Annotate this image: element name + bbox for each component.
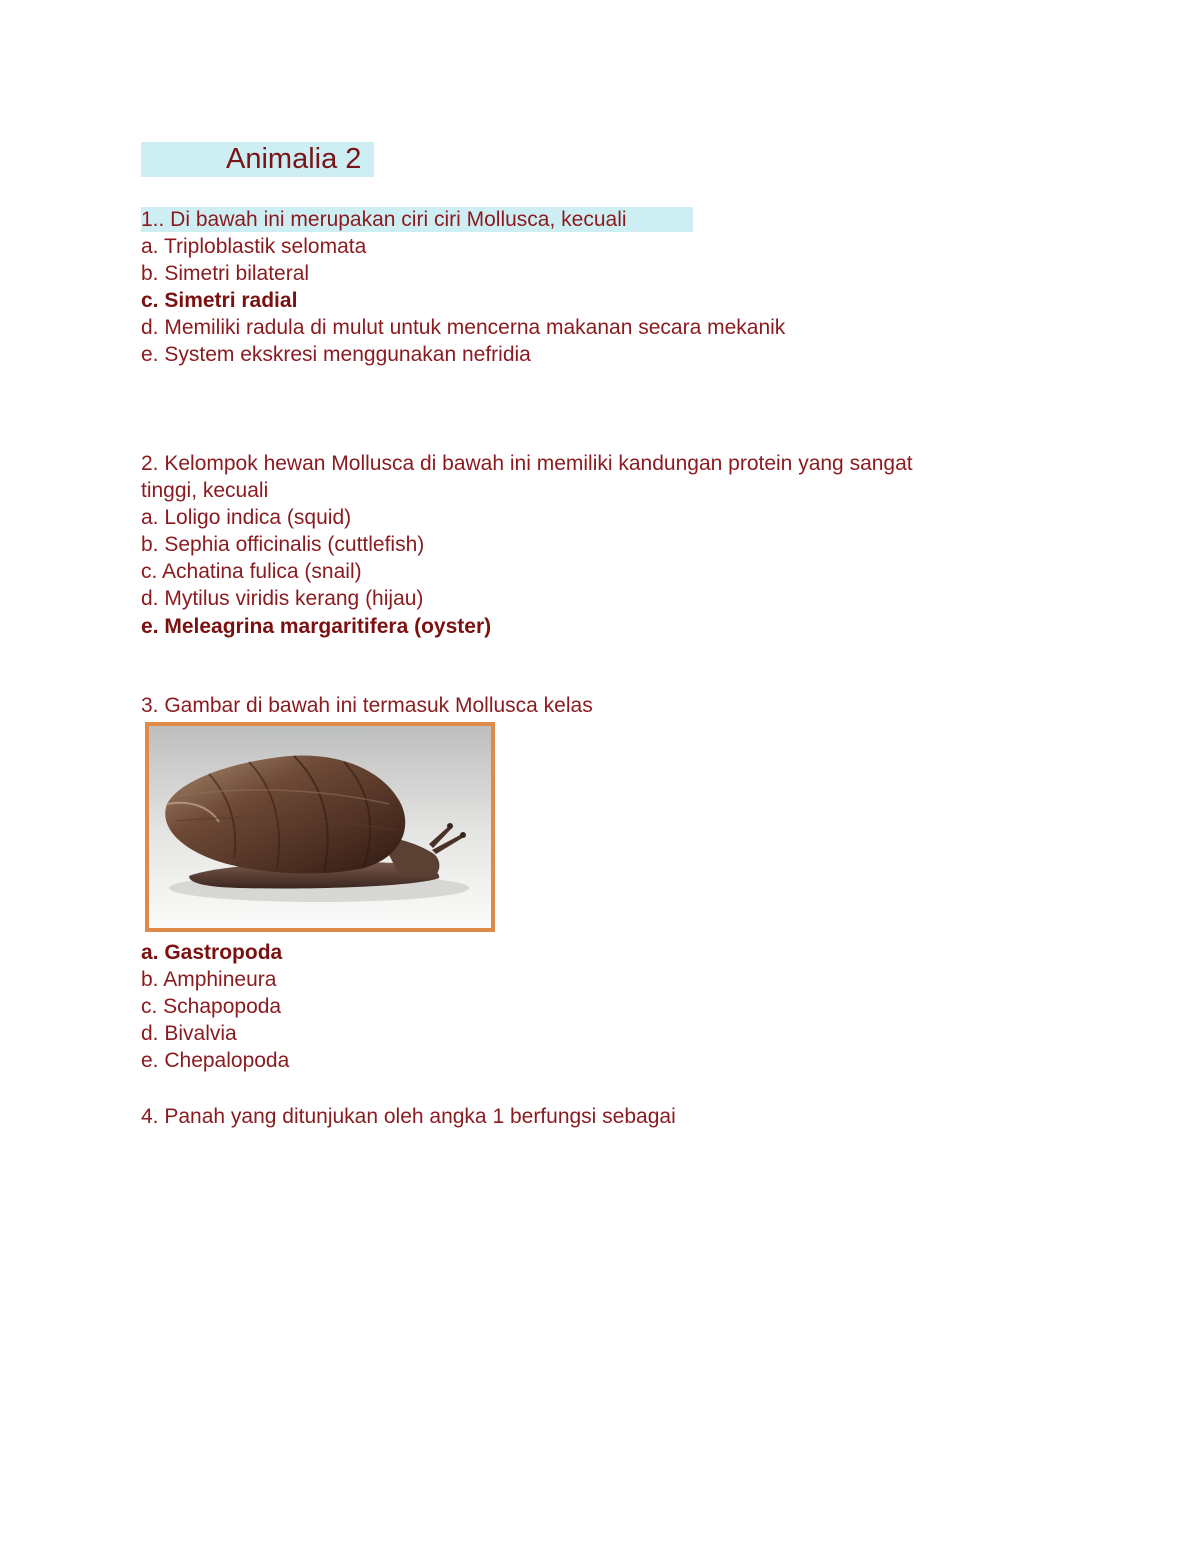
question-2-option-e-answer: e. Meleagrina margaritifera (oyster) bbox=[141, 615, 492, 638]
question-1-option-d: d. Memiliki radula di mulut untuk mencerna makanan secara mekanik bbox=[141, 316, 786, 339]
question-2-option-c: c. Achatina fulica (snail) bbox=[141, 560, 362, 583]
question-2-option-d: d. Mytilus viridis kerang (hijau) bbox=[141, 587, 424, 610]
question-2-option-a: a. Loligo indica (squid) bbox=[141, 506, 352, 529]
question-3-option-e: e. Chepalopoda bbox=[141, 1049, 290, 1072]
snail-photo bbox=[145, 722, 495, 932]
question-2-prompt-line-2: tinggi, kecuali bbox=[141, 479, 269, 502]
question-1-option-b: b. Simetri bilateral bbox=[141, 262, 310, 285]
question-3-prompt: 3. Gambar di bawah ini termasuk Mollusca kelas bbox=[141, 694, 593, 717]
question-2-prompt-line-1: 2. Kelompok hewan Mollusca di bawah ini memiliki kandungan protein yang sangat bbox=[141, 452, 913, 475]
question-3-option-b: b. Amphineura bbox=[141, 968, 277, 991]
question-3-option-c: c. Schapopoda bbox=[141, 995, 282, 1018]
question-1-option-c-answer: c. Simetri radial bbox=[141, 289, 298, 312]
document-title: Animalia 2 bbox=[226, 143, 362, 175]
question-3-option-a-answer: a. Gastropoda bbox=[141, 941, 283, 964]
question-1-option-e: e. System ekskresi menggunakan nefridia bbox=[141, 343, 531, 366]
question-4-prompt: 4. Panah yang ditunjukan oleh angka 1 berfungsi sebagai bbox=[141, 1105, 676, 1128]
question-1-option-a: a. Triploblastik selomata bbox=[141, 235, 367, 258]
question-2-option-b: b. Sephia officinalis (cuttlefish) bbox=[141, 533, 425, 556]
question-1-prompt: 1.. Di bawah ini merupakan ciri ciri Mollusca, kecuali bbox=[141, 208, 627, 231]
question-3-option-d: d. Bivalvia bbox=[141, 1022, 237, 1045]
snail-illustration bbox=[149, 726, 491, 928]
